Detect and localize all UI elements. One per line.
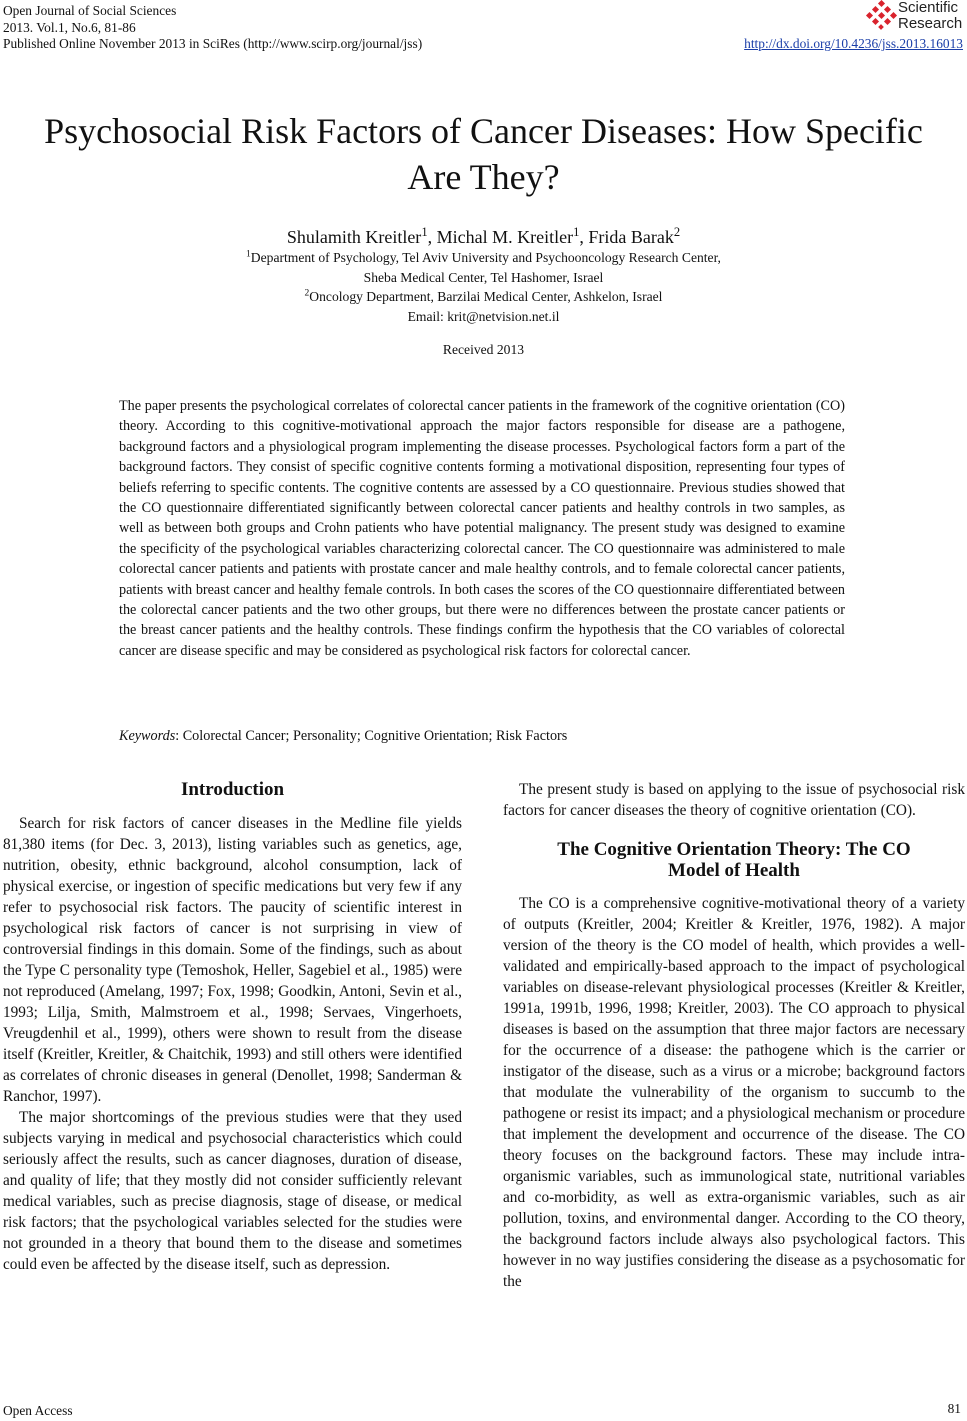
affiliation-mark: 2 bbox=[304, 288, 310, 299]
abstract: The paper presents the psychological correlates of colorectal cancer patients in the framework of the cognitive orientation (CO) theory. According to this cognitive-motivational approach the major factors responsible for disease are a pathogene, background factors and a physiological program implementing the disease processes. Psychological factors form a part of the background factors. They consist of specific cognitive contents forming a motivational disposition, representing four types of beliefs referring to specific contents. The cognitive contents are assessed by a CO questionnaire. Previous studies showed that the CO questionnaire differentiated significantly between colorectal cancer patients and healthy controls in two samples, as well as between both groups and Crohn patients who have potential malignancy. The present study was designed to examine the specificity of the psychological variables characterizing colorectal cancer. The CO questionnaire was administered to male colorectal cancer patients and patients with prostate cancer and male healthy controls, and to female colorectal cancer patients, patients with breast cancer and healthy female controls. In both cases the scores of the CO questionnaire differentiated between the colorectal cancer patients and the two other groups, but there were no differences between the prostate cancer patients or the breast cancer patients and the healthy controls. These findings confirm the hypothesis that the CO variables of colorectal cancer are disease specific and may be considered as psychological risk factors for colorectal cancer. bbox=[119, 398, 845, 659]
introduction-heading: Introduction bbox=[180, 779, 285, 800]
journal-name: Open Journal of Social Sciences bbox=[3, 3, 177, 18]
scientific-research-logo bbox=[864, 0, 964, 34]
author-name: Michal M. Kreitler bbox=[436, 227, 574, 247]
keywords-label: Keywords bbox=[119, 728, 176, 744]
logo-line-2: Research bbox=[898, 15, 963, 32]
author-affiliation-mark: 1 bbox=[421, 225, 428, 239]
logo-text bbox=[898, 0, 962, 32]
footer-open-access: Open Access bbox=[3, 1403, 73, 1418]
intro-paragraph-2: The major shortcomings of the previous studies were that they used subjects varying in medical and psychosocial characteristics which could seriously affect the results, such as cancer diagnoses, duration of disease, and quality of life; that they mostly did not consider sufficiently relevant medical variables, such as precise diagnosis, stage of disease, or medical risk factors; that the psychological variables selected for the studies were not grounded in a theory that bound them to the disease and sometimes could even be affected by the disease itself, such as depression. bbox=[3, 1109, 462, 1273]
author-list: Shulamith Kreitler$^1$, Michal M. Kreitler$^1$, Frida Barak$^2$ bbox=[286, 225, 681, 247]
journal-volume: 2013. Vol.1, No.6, 81-86 bbox=[3, 19, 136, 35]
author-name: Shulamith Kreitler bbox=[286, 227, 422, 247]
affiliation-line: $^2$Oncology Department, Barzilai Medical Center, Ashkelon, Israel bbox=[304, 288, 663, 304]
author-name: Frida Barak bbox=[588, 227, 674, 247]
affiliation-line: Sheba Medical Center, Tel Hashomer, Israel bbox=[363, 269, 604, 285]
affiliation-line: $^1$Department of Psychology, Tel Aviv University and Psychooncology Research Center, bbox=[246, 249, 721, 265]
co-theory-heading-line-1: The Cognitive Orientation Theory: The CO bbox=[557, 839, 911, 860]
affiliation-line: Email: krit@netvision.net.il bbox=[407, 308, 560, 324]
received-date: Received 2013 bbox=[442, 342, 525, 357]
study-intro-paragraph: The present study is based on applying to the issue of psychosocial risk factors for cancer diseases the theory of cognitive orientation (CO). bbox=[503, 781, 965, 819]
affiliations bbox=[0, 248, 967, 326]
doi-link[interactable]: http://dx.doi.org/10.4236/jss.2013.16013 bbox=[744, 36, 963, 51]
affiliation-mark: 1 bbox=[246, 249, 251, 260]
co-theory-heading bbox=[503, 839, 965, 881]
co-theory-paragraph: The CO is a comprehensive cognitive-motivational theory of a variety of outputs (Kreitler, 2004; Kreitler & Kreitler, 1976, 1982). A major version of the theory is the CO model of health, which provides a well-validated and empirically-based approach to the impact of psychological variables on disease-relevant physiological processes (Kreitler & Kreitler, 1991a, 1991b, 1996, 1998; Kreitler, 2003). The CO approach to physical diseases is based on the assumption that three major factors are necessary for the occurrence of a disease: the pathogene which is the carrier or instigator of the disease, such as a virus or a microbe; background factors that modulate the vulnerability of the organism to succumb to the pathogene or resist its impact; and a physiological mechanism or procedure that implement the development and occurrence of the disease. The CO theory focuses on the background factors. These may include intra-organismic variables, such as immunological state, nutritional variables and co-morbidity, as well as extra-organismic variables, such as air pollution, toxins, and environmental danger. According to the CO theory, the background factors include always also psychological factors. This however in no way justifies considering the disease as a psychosomatic for the bbox=[503, 895, 965, 1290]
journal-header bbox=[3, 3, 422, 53]
left-column bbox=[3, 779, 462, 1275]
logo-line-1: Scientific bbox=[898, 0, 959, 16]
paper-title: Psychosocial Risk Factors of Cancer Diseases: How Specific Are They? bbox=[44, 111, 923, 197]
co-theory-heading-line-2: Model of Health bbox=[668, 860, 800, 881]
logo-diamond-icon bbox=[864, 0, 898, 30]
right-column bbox=[503, 779, 965, 1292]
keywords bbox=[119, 728, 567, 745]
publication-info: Published Online November 2013 in SciRes (http://www.scirp.org/journal/jss) bbox=[3, 36, 423, 52]
page-number: 81 bbox=[947, 1401, 961, 1416]
intro-paragraph-1: Search for risk factors of cancer diseases in the Medline file yields 81,380 items (for Dec. 3, 2013), listing variables such as genetics, age, nutrition, obesity, ethnic background, alcohol consumption, lack of physical exercise, or ingestion of specific medications but very few if any refer to psychosocial risk factors. The paucity of scientific interest in psychological risk factors of cancer is not surprising in view of controversial findings in this domain. Some of the findings, such as about the Type C personality type (Temoshok, Heller, Sagebiel et al., 1985) were not reproduced (Amelang, 1997; Fox, 1998; Goodkin, Antoni, Sevin et al., 1993; Lilja, Smith, Malmstroem et al., 1998; Servaes, Vingerhoets, Vreugdenhil et al., 1999), others were shown to result from the disease itself (Kreitler, Kreitler, & Chaitchik, 1993) and still others were identified as correlates of chronic diseases in general (Denollet, 1998; Sanderman & Ranchor, 1997). bbox=[3, 815, 462, 1105]
author-affiliation-mark: 2 bbox=[673, 225, 681, 239]
author-affiliation-mark: 1 bbox=[573, 225, 580, 239]
keywords-text: : Colorectal Cancer; Personality; Cognitive Orientation; Risk Factors bbox=[175, 728, 568, 744]
